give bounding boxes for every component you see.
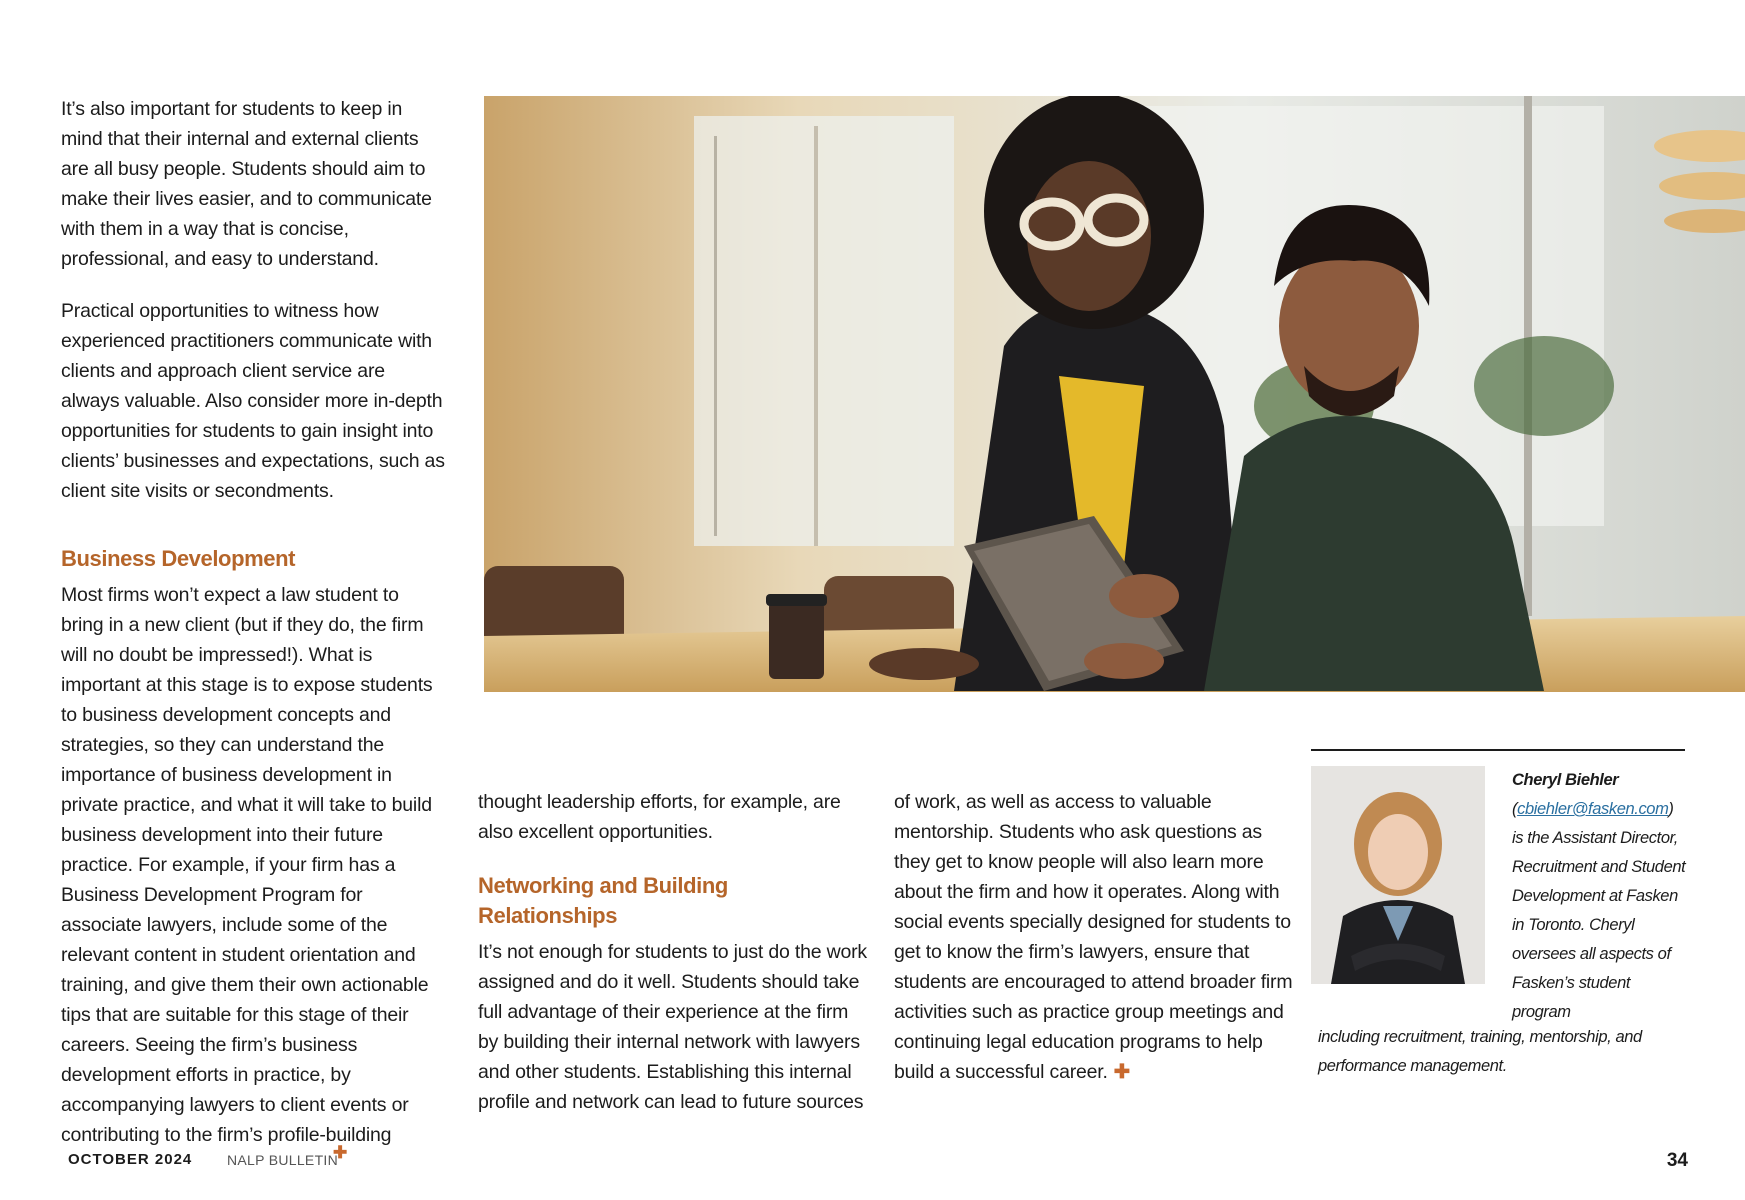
paragraph: Most firms won’t expect a law student to bring in a new client (but if they do, the firm will no doubt be impressed!). What is important at this stage is to expose students to business development concepts and strategies, so they can understand the importance of business development in private practice, and what it will take to build business development into their future practice. For example, if your firm has a Business Development Program for associate lawyers, include some of the relevant content in student orientation and training, and give them their own actionable tips that are suitable for this stage of their careers. Seeing the firm’s business development efforts in practice, by accompanying lawyers to client events or contributing to the firm’s profile-building xyxy=(61,584,433,1146)
author-bio-text: is the Assistant Director, Recruitment and Student Development at Fasken in Toronto. Cheryl oversees all aspects of Fasken’s student program xyxy=(1512,829,1686,1021)
section-heading-business-development: Business Development xyxy=(61,546,296,571)
paragraph xyxy=(894,787,1294,1087)
article-column-3 xyxy=(894,787,1294,1087)
author-divider xyxy=(1311,749,1685,751)
issue-date: OCTOBER 2024 xyxy=(68,1151,193,1168)
article-column-1 xyxy=(61,94,446,1150)
paragraph: Practical opportunities to witness how experienced practitioners communicate with clients and approach client service are always valuable. Also consider more in-depth opportunities for students to gain insight into clients’ businesses and expectations, such as client site visits or secondments. xyxy=(61,300,445,502)
paragraph-text: of work, as well as access to valuable mentorship. Students who ask questions as they get to know people will also learn more about the firm and how it operates. Along with social events specially designed for students to get to know the firm’s lawyers, ensure that students are encouraged to attend broader firm activities such as practice group meetings and continuing legal education programs to help build a successful career. xyxy=(894,791,1293,1083)
paragraph: It’s not enough for students to just do the work assigned and do it well. Students should take full advantage of their experience at the firm by building their internal network with lawyers and other students. Establishing this internal profile and network can lead to future sources xyxy=(478,941,867,1113)
article-photo xyxy=(484,96,1745,692)
close-paren: ) xyxy=(1668,800,1674,818)
author-bio-bottom: including recruitment, training, mentorship, and performance management. xyxy=(1318,1028,1642,1075)
headshot-illustration xyxy=(1311,766,1485,984)
publication-name: NALP BULLETIN xyxy=(227,1152,339,1168)
logo-plus-icon: ✚ xyxy=(333,1143,348,1162)
end-of-article-plus-icon: ✚ xyxy=(1113,1061,1130,1083)
author-name: Cheryl Biehler xyxy=(1512,771,1619,789)
section-heading-networking: Networking and Building Relationships xyxy=(478,873,728,928)
office-meeting-illustration xyxy=(484,96,1745,692)
author-email-link[interactable]: cbiehler@fasken.com xyxy=(1517,800,1669,818)
article-column-2 xyxy=(478,787,868,1117)
open-paren: ( xyxy=(1512,800,1518,818)
paragraph: thought leadership efforts, for example, are also excellent opportunities. xyxy=(478,791,841,843)
author-bio-top xyxy=(1512,766,1687,1027)
page-number: 34 xyxy=(1666,1150,1688,1171)
author-headshot xyxy=(1311,766,1485,984)
paragraph: It’s also important for students to keep in mind that their internal and external clients are all busy people. Students should aim to make their lives easier, and to communicate with them in a way that is concise, professional, and easy to understand. xyxy=(61,98,432,270)
